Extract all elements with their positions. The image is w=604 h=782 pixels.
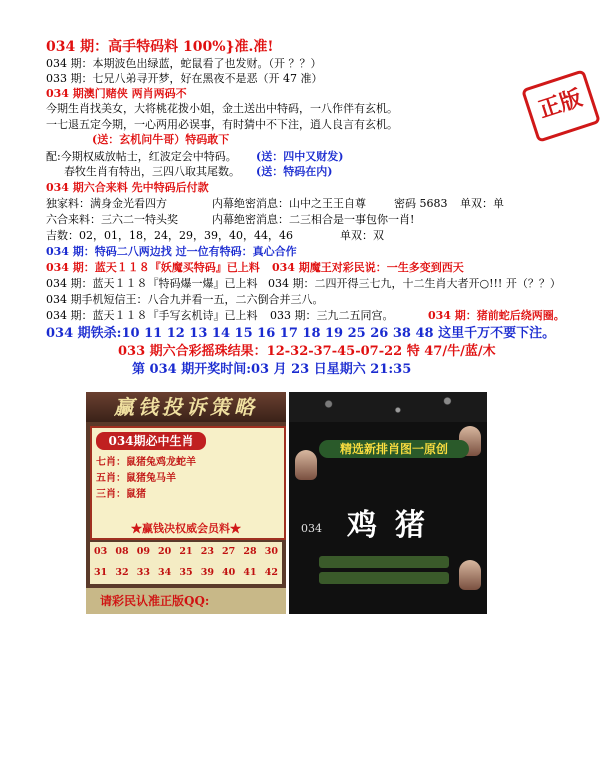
left-panel-row-1: 七肖：鼠猪兔鸡龙蛇羊 xyxy=(96,457,196,468)
line-14b: 034 期魔王对彩民说：一生多变到西天 xyxy=(272,261,464,274)
number-cell: 20 xyxy=(158,546,172,557)
right-panel-zodiac: 鸡猪 xyxy=(347,508,443,543)
line-8a: 春牧生肖有特出，三四八取其尾数。 xyxy=(64,165,240,178)
line-12a: 吉数：02，01，18，24，29，39，40，44，46 xyxy=(46,229,293,242)
number-cell: 40 xyxy=(222,567,236,578)
decorative-stars xyxy=(289,392,487,422)
line-15a: 034 期：蓝天１１８『特码爆一爆』已上料 xyxy=(46,277,258,290)
number-cell: 42 xyxy=(264,567,278,578)
left-panel-title: 赢钱投诉策略 xyxy=(86,392,286,422)
portrait-icon xyxy=(295,450,317,480)
page-title: 034 期：高手特码料 100%}准.准! xyxy=(46,39,274,55)
line-1: 034 期：本期波色出绿蓝，蛇鼠看了也发财。（开 ？？） xyxy=(46,57,322,70)
left-panel-win: ★赢钱决权威会员料★ xyxy=(131,522,241,535)
number-cell: 35 xyxy=(179,567,193,578)
line-17c: 034 期：猪前蛇后绕两圈。 xyxy=(428,309,565,322)
line-17b: 033 期：三九二五同宫。 xyxy=(270,309,394,322)
number-cell: 28 xyxy=(243,546,257,557)
left-panel-row-2: 五肖：鼠猪兔马羊 xyxy=(96,473,176,484)
line-11b: 内幕绝密消息：二三相合是一事包你一肖! xyxy=(212,213,415,226)
line-5: 一七退五定今期，一心两用必误事，有时猜中不下注，逍人良言有玄机。 xyxy=(46,118,398,131)
line-15b: 034 期：二四开得三七九，十二生肖大者开○!!! 开（？？） xyxy=(268,277,561,290)
line-2: 033 期：七兄八弟寻开梦，好在黑夜不是恶（开 47 准） xyxy=(46,72,323,85)
number-cell: 23 xyxy=(200,546,214,557)
genuine-stamp: 正版 xyxy=(521,69,601,143)
blurred-text-line xyxy=(319,556,449,568)
number-cell: 33 xyxy=(136,567,150,578)
line-16: 034 期手机短信王：八合九并看一五，二六倒合并三八。 xyxy=(46,293,324,306)
line-18: 034 期铁杀:10 11 12 13 14 15 16 17 18 19 25 26 38 48 这里千万不要下注。 xyxy=(46,326,556,341)
line-10a: 独家料：满身金光看四方 xyxy=(46,197,167,210)
left-panel-numbers xyxy=(90,542,282,584)
left-strategy-image xyxy=(86,392,286,614)
left-panel-footer: 请彩民认准正版QQ: xyxy=(86,588,286,614)
number-cell: 34 xyxy=(158,567,172,578)
line-3: 034 期澳门赌侠 两肖两码不 xyxy=(46,87,187,100)
line-17a: 034 期：蓝天１１８『手写玄机诗』已上料 xyxy=(46,309,258,322)
portrait-icon xyxy=(459,560,481,590)
left-panel-box-head: 034期必中生肖 xyxy=(96,432,206,450)
number-cell: 32 xyxy=(115,567,129,578)
number-cell: 41 xyxy=(243,567,257,578)
line-13: 034 期：特码二八两边找 过一位有特码：真心合作 xyxy=(46,245,297,258)
line-10c: 密码 5683 xyxy=(394,197,448,210)
line-6: (送：玄机问牛哥）特码敢下 xyxy=(92,133,230,146)
number-cell: 08 xyxy=(115,546,129,557)
line-20: 第 034 期开奖时间:03 月 23 日星期六 21:35 xyxy=(132,362,412,377)
line-4: 今期生肖找美女，大将桃花拨小姐，金土送出中特码，一八作伴有玄机。 xyxy=(46,102,398,115)
line-12b: 单双：双 xyxy=(340,229,384,242)
number-cell: 27 xyxy=(222,546,236,557)
line-7a: 配:今期权威放帖士，红波定会中特码。 xyxy=(46,150,237,163)
line-19: 033 期六合彩摇珠结果：12-32-37-45-07-22 特 47/牛/蓝/木 xyxy=(118,344,496,359)
number-cell: 03 xyxy=(94,546,108,557)
left-panel-row-3: 三肖：鼠猪 xyxy=(96,489,146,500)
line-9: 034 期六合来料 先中特码后付款 xyxy=(46,181,209,194)
line-11a: 六合来料：三六二一特头奖 xyxy=(46,213,178,226)
number-cell: 21 xyxy=(179,546,193,557)
number-cell: 30 xyxy=(264,546,278,557)
right-zodiac-image xyxy=(289,392,487,614)
number-cell: 39 xyxy=(200,567,214,578)
number-cell: 09 xyxy=(136,546,150,557)
line-14a: 034 期：蓝天１１８『妖魔买特码』已上料 xyxy=(46,261,260,274)
right-panel-banner: 精选新排肖图一原创 xyxy=(319,440,469,458)
line-10b: 内幕绝密消息：山中之王王自尊 xyxy=(212,197,366,210)
blurred-text-line xyxy=(319,572,449,584)
number-cell: 31 xyxy=(94,567,108,578)
right-panel-issue: 034 xyxy=(301,522,322,535)
line-7b: (送：四中又财发) xyxy=(256,150,344,163)
line-8b: (送：特码在内) xyxy=(256,165,333,178)
line-10d: 单双：单 xyxy=(460,197,504,210)
